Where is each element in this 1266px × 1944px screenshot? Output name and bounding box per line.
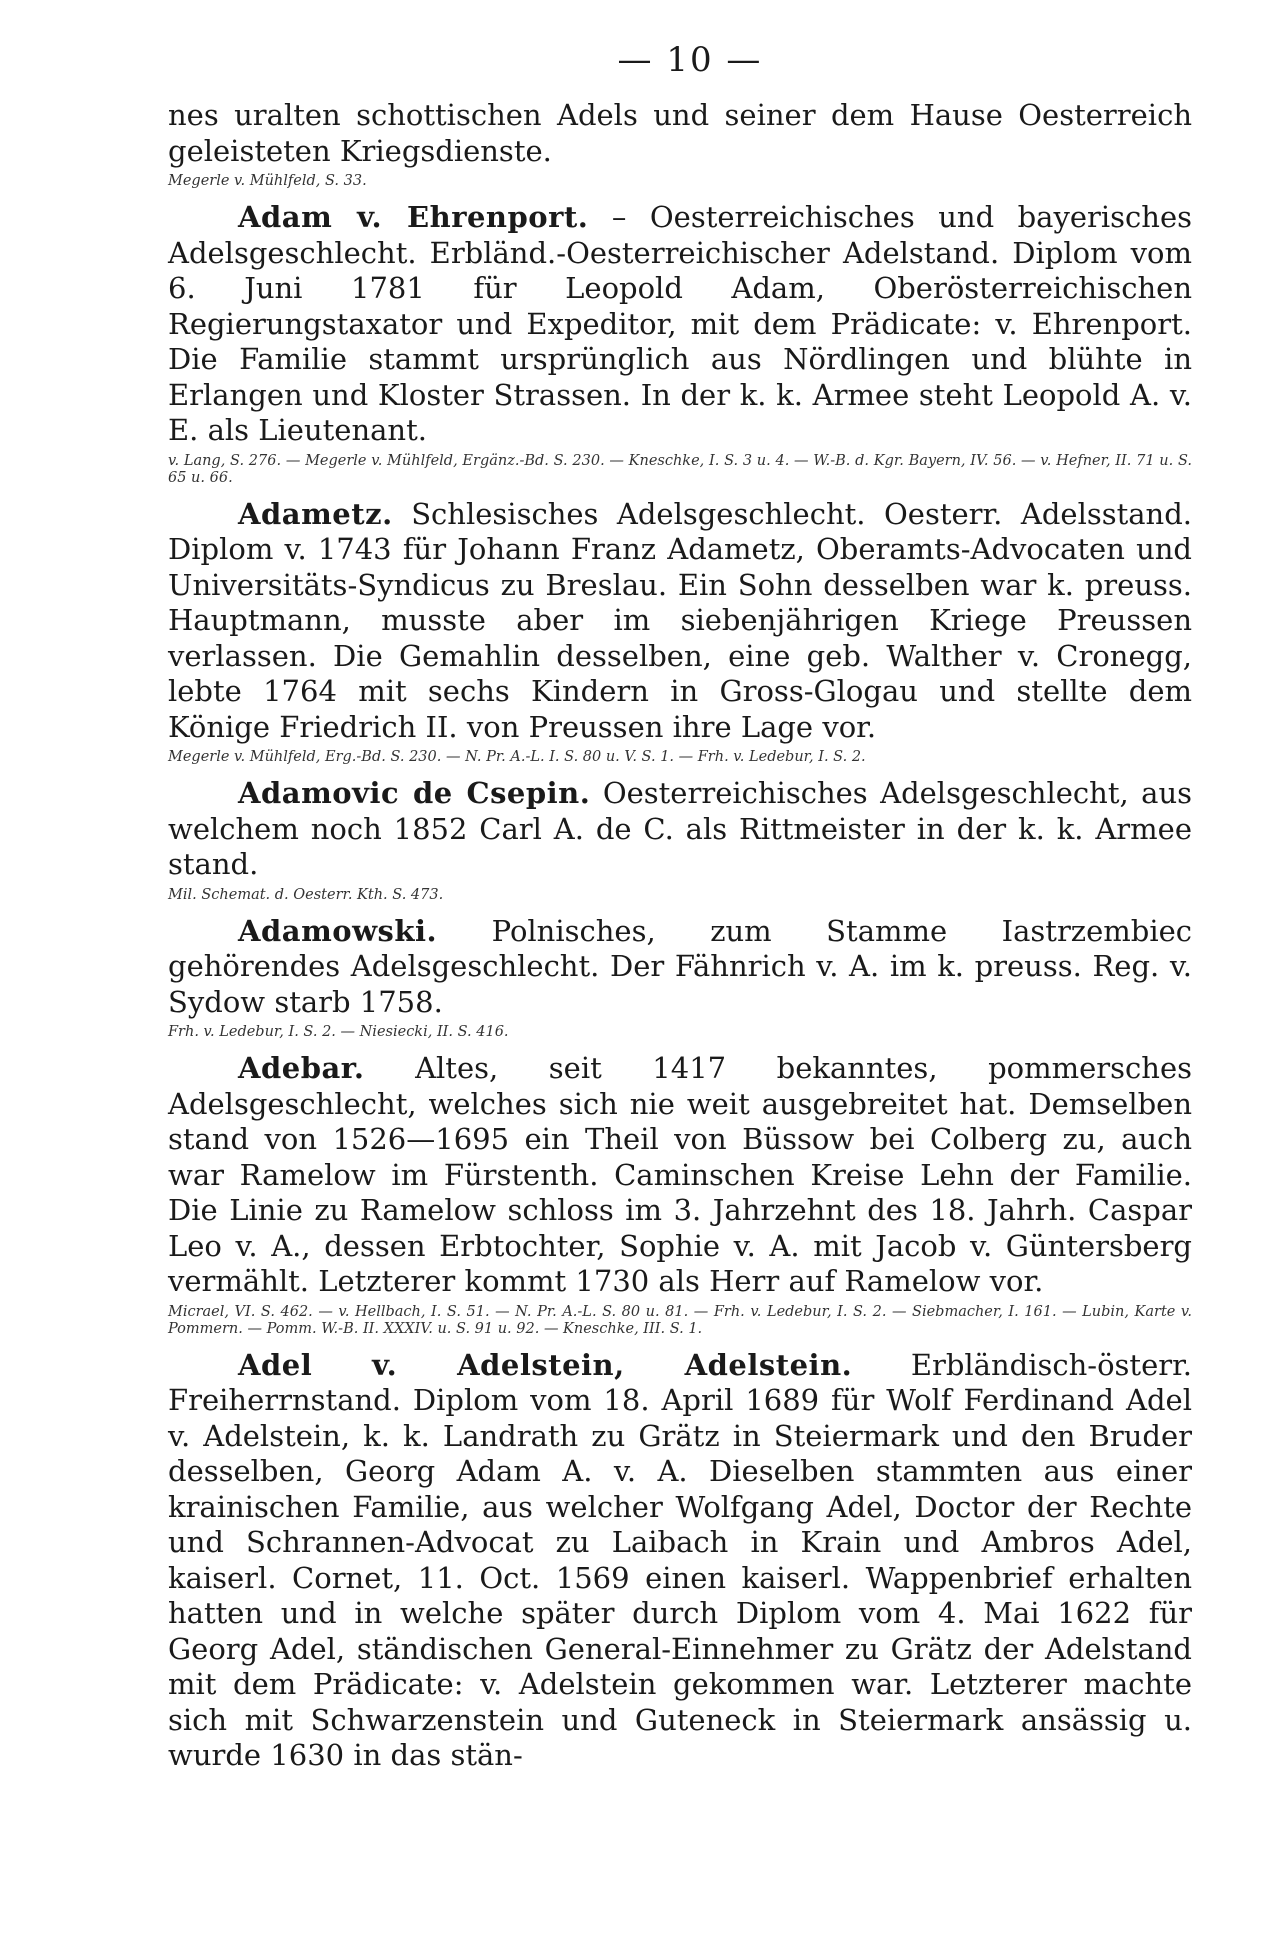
reference-line: v. Lang, S. 276. — Megerle v. Mühlfeld, Ergänz.-Bd. S. 230. — Kneschke, I. S. 3 u. 4. — W.-B. d. Kgr. Bayern, IV. 56. — v. Hefner, II. 71 u. S. 65 u. 66. <box>168 452 1192 486</box>
document-page <box>168 40 1192 1774</box>
entry <box>168 776 1192 904</box>
page-body <box>168 98 1192 1774</box>
entry <box>168 497 1192 767</box>
entry-text: Erbländisch-österr. Freiherrnstand. Diplom vom 18. April 1689 für Wolf Ferdinand Adel v. Adelstein, k. k. Landrath zu Grätz in Steiermark und den Bruder desselben, Georg Adam A. v. A. Dieselben stammten aus einer krainischen Familie, aus welcher Wolfgang Adel, Doctor der Rechte und Schrannen-Advocat zu Laibach in Krain und Ambros Adel, kaiserl. Cornet, 11. Oct. 1569 einen kaiserl. Wappenbrief erhalten hatten und in welche später durch Diplom vom 4. Mai 1622 für Georg Adel, ständischen General-Einnehmer zu Grätz der Adelstand mit dem Prädicate: v. Adelstein gekommen war. Letzterer machte sich mit Schwarzenstein und Guteneck in Steiermark ansässig u. wurde 1630 in das stän- <box>168 1347 1193 1772</box>
entry-text: Oesterreichisches Adelsgeschlecht, aus welchem noch 1852 Carl A. de C. als Rittmeister in der k. k. Armee stand. <box>168 776 1193 881</box>
entry-heading: Adel v. Adelstein, Adelstein. <box>238 1347 853 1382</box>
entry-text: Altes, seit 1417 bekanntes, pommersches Adelsgeschlecht, welches sich nie weit ausgebreitet hat. Demselben stand von 1526—1695 ein Theil von Büssow bei Colberg zu, auch war Ramelow im Fürstenth. Caminschen Kreise Lehn der Familie. Die Linie zu Ramelow schloss im 3. Jahrzehnt des 18. Jahrh. Caspar Leo v. A., dessen Erbtochter, Sophie v. A. mit Jacob v. Güntersberg vermählt. Letzterer kommt 1730 als Herr auf Ramelow vor. <box>168 1051 1192 1298</box>
entry <box>168 200 1192 487</box>
entry <box>168 914 1192 1042</box>
entry-heading: Adametz. <box>238 496 393 531</box>
entry-heading: Adamowski. <box>238 913 438 948</box>
page-number: — 10 — <box>617 40 763 80</box>
entry-text: – Oesterreichisches und bayerisches Adelsgeschlecht. Erbländ.-Oesterreichischer Adelstand. Diplom vom 6. Juni 1781 für Leopold Adam, Oberösterreichischen Regierungstaxator und Expeditor, mit dem Prädicate: v. Ehrenport. Die Familie stammt ursprünglich aus Nördlingen und blühte in Erlangen und Kloster Strassen. In der k. k. Armee steht Leopold A. v. E. als Lieutenant. <box>168 200 1193 447</box>
entry-heading: Adam v. Ehrenport. <box>238 200 589 234</box>
reference-line: Frh. v. Ledebur, I. S. 2. — Niesiecki, II. S. 416. <box>168 1024 509 1040</box>
entry <box>168 1348 1192 1774</box>
entry-text: Polnisches, zum Stamme Iastrzembiec gehörendes Adelsgeschlecht. Der Fähnrich v. A. im k. preuss. Reg. v. Sydow starb 1758. <box>168 913 1192 1019</box>
entry-heading: Adamovic de Csepin. <box>238 776 591 810</box>
entry-text: Schlesisches Adelsgeschlecht. Oesterr. Adelsstand. Diplom v. 1743 für Johann Franz Adametz, Oberamts-Advocaten und Universitäts-Syndicus zu Breslau. Ein Sohn desselben war k. preuss. Hauptmann, musste aber im siebenjährigen Kriege Preussen verlassen. Die Gemahlin desselben, eine geb. Walther v. Cronegg, lebte 1764 mit sechs Kindern in Gross-Glogau und stellte dem Könige Friedrich II. von Preussen ihre Lage vor. <box>168 496 1193 744</box>
reference-line: Megerle v. Mühlfeld, Erg.-Bd. S. 230. — N. Pr. A.-L. I. S. 80 u. V. S. 1. — Frh. v. Ledebur, I. S. 2. <box>168 749 866 765</box>
continuation-text: nes uralten schottischen Adels und seiner dem Hause Oesterreich geleisteten Kriegsdienste. <box>168 98 1192 168</box>
reference-line: Mil. Schemat. d. Oesterr. Kth. S. 473. <box>168 886 444 903</box>
reference-line: Megerle v. Mühlfeld, S. 33. <box>168 173 367 189</box>
entry-heading: Adebar. <box>238 1051 365 1085</box>
entry <box>168 1051 1192 1338</box>
reference-line: Micrael, VI. S. 462. — v. Hellbach, I. S. 51. — N. Pr. A.-L. S. 80 u. 81. — Frh. v. Ledebur, I. S. 2. — Siebmacher, I. 161. — Lubin, Karte v. Pommern. — Pomm. W.-B. II. XXXIV. u. S. 91 u. 92. — Kneschke, III. S. 1. <box>168 1303 1192 1337</box>
